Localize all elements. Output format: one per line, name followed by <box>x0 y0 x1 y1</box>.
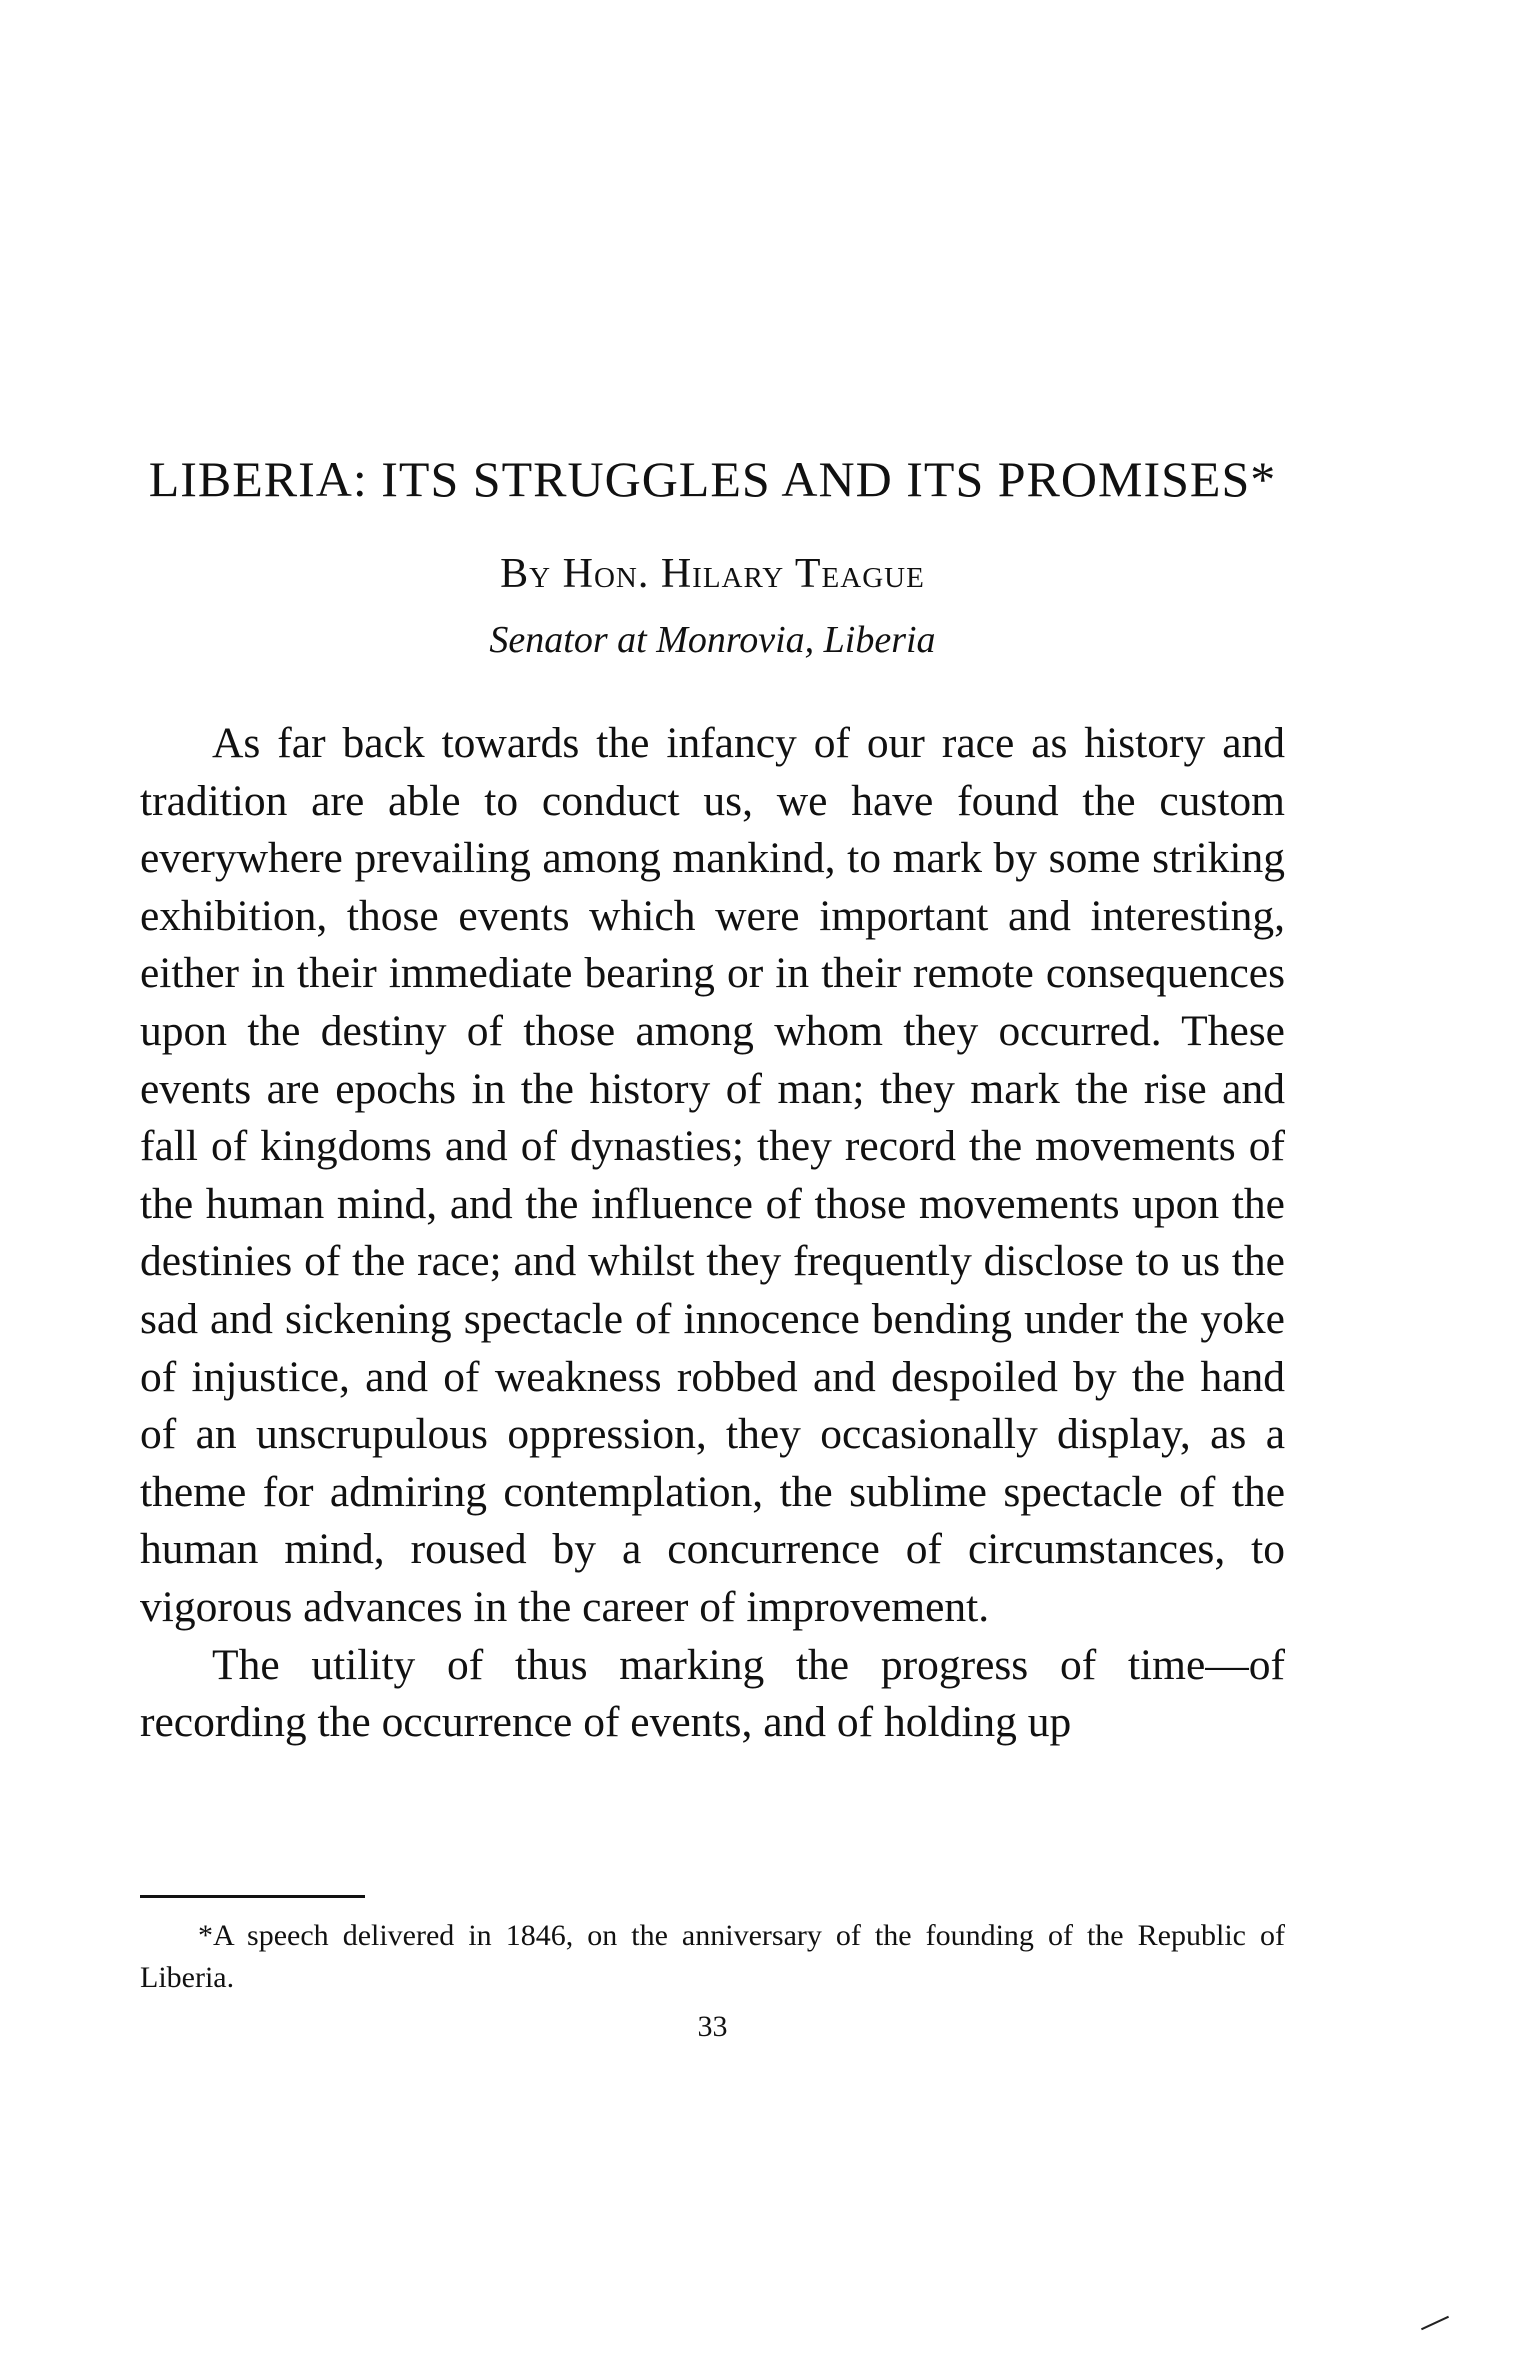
body-paragraph: The utility of thus marking the progress of time—of recording the occurrence of events, and of holding up <box>140 1640 1285 1747</box>
article-body <box>140 715 1285 1752</box>
footnote-divider <box>140 1895 365 1898</box>
footnote: *A speech delivered in 1846, on the anniversary of the founding of the Republic of Liberia. <box>140 1919 1285 1994</box>
page-number: 33 <box>697 2010 728 2043</box>
author-affiliation: Senator at Monrovia, Liberia <box>489 619 936 661</box>
article-title: LIBERIA: ITS STRUGGLES AND ITS PROMISES* <box>148 451 1277 507</box>
book-page <box>140 0 1285 2360</box>
body-paragraph: As far back towards the infancy of our race as history and tradition are able to conduct us, we have found the custom everywhere prevailing among mankind, to mark by some striking exhibition, those events which were important and interesting, either in their immediate bearing or in their remote consequences upon the destiny of those among whom they occurred. These events are epochs in the history of man; they mark the rise and fall of kingdoms and of dynasties; they record the movements of the human mind, and the influence of those movements upon the destinies of the race; and whilst they frequently disclose to us the sad and sickening spectacle of innocence bending under the yoke of injustice, and of weakness robbed and despoiled by the hand of an unscrupulous oppression, they occasionally display, as a theme for admiring contemplation, the sublime spectacle of the human mind, roused by a concurrence of circumstances, to vigorous advances in the career of improvement. <box>140 719 1285 1631</box>
scan-mark <box>1421 2316 1449 2330</box>
author-byline: By Hon. Hilary Teague <box>500 551 925 597</box>
